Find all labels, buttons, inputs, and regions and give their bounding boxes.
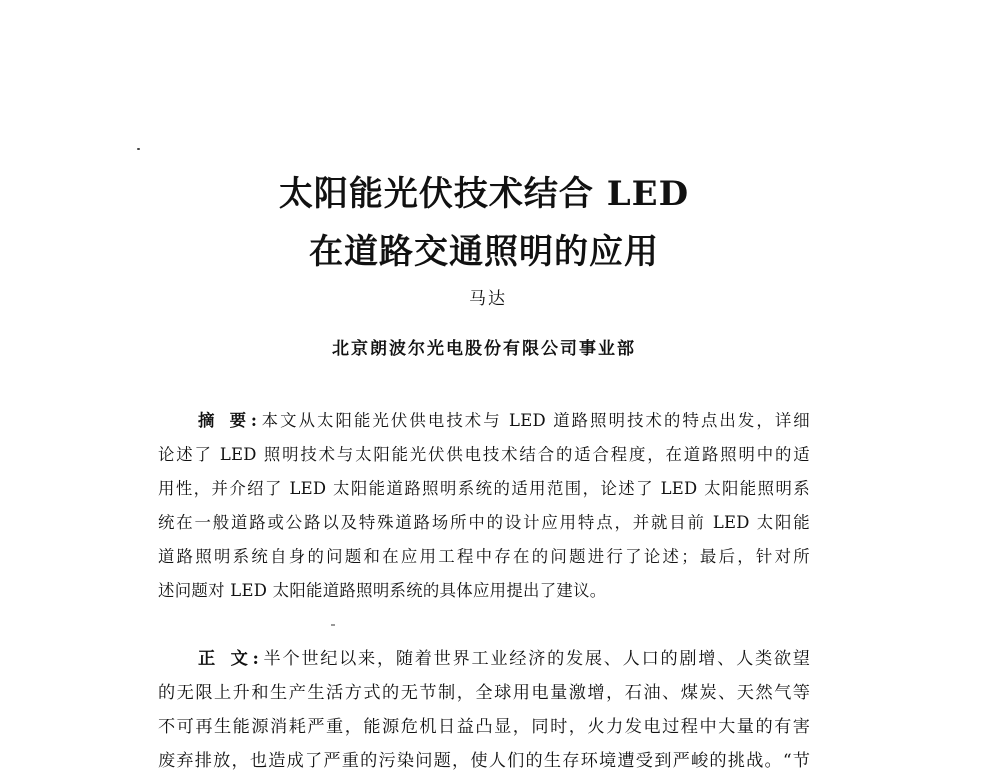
abstract-label: 摘 要:	[198, 411, 260, 430]
body-section	[158, 642, 810, 778]
body-line: 正 文:半个世纪以来，随着世界工业经济的发展、人口的剧增、人类欲望	[198, 649, 810, 669]
author-name: 马达	[469, 289, 507, 309]
abstract-line: 述问题对 LED 太阳能道路照明系统的具体应用提出了建议。	[158, 581, 607, 600]
abstract-section	[158, 404, 810, 608]
body-label: 正 文:	[198, 649, 262, 669]
body-line: 的无限上升和生产生活方式的无节制，全球用电量激增，石油、煤炭、天然气等	[158, 683, 810, 703]
abstract-line: 道路照明系统自身的问题和在应用工程中存在的问题进行了论述；最后，针对所	[158, 547, 810, 566]
paper-title-line-1: 太阳能光伏技术结合 LED	[278, 174, 690, 214]
author-affiliation: 北京朗波尔光电股份有限公司事业部	[332, 339, 636, 359]
abstract-line: 摘 要:本文从太阳能光伏供电技术与 LED 道路照明技术的特点出发，详细	[198, 411, 810, 430]
abstract-line: 用性，并介绍了 LED 太阳能道路照明系统的适用范围，论述了 LED 太阳能照明系	[158, 479, 810, 498]
abstract-line: 论述了 LED 照明技术与太阳能光伏供电技术结合的适合程度，在道路照明中的适	[158, 445, 810, 464]
abstract-line: 统在一般道路或公路以及特殊道路场所中的设计应用特点，并就目前 LED 太阳能	[158, 513, 810, 532]
scan-speck	[137, 148, 140, 150]
body-line: 不可再生能源消耗严重，能源危机日益凸显，同时，火力发电过程中大量的有害	[158, 717, 810, 737]
scan-speck	[331, 624, 335, 626]
body-line: 废弃排放，也造成了严重的污染问题，使人们的生存环境遭受到严峻的挑战。“节	[158, 751, 810, 771]
paper-title-line-2: 在道路交通照明的应用	[309, 232, 659, 272]
